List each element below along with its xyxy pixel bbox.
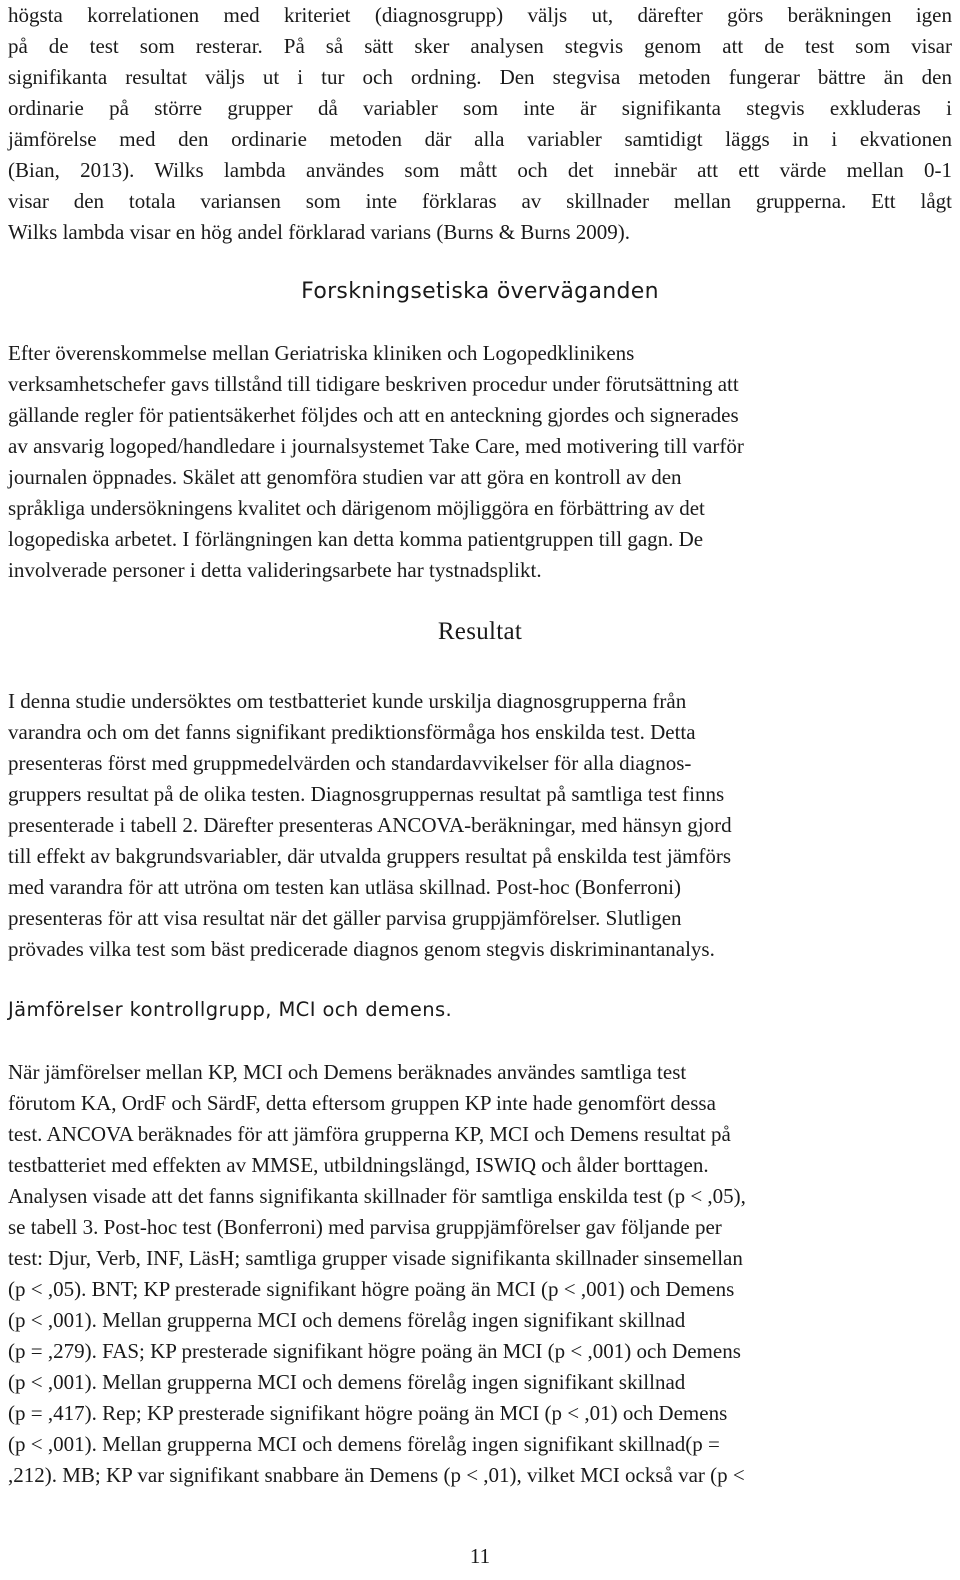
text-line: verksamhetschefer gavs tillstånd till tidigare beskriven procedur under förutsättning att bbox=[8, 372, 739, 396]
text-line: presenteras först med gruppmedelvärden och standardavvikelser för alla diagnos- bbox=[8, 751, 692, 775]
text-line: signifikanta resultat väljs ut i tur och ordning. Den stegvisa metoden fungerar bättre än den bbox=[8, 65, 952, 89]
text-line: presenteras för att visa resultat när det gäller parvisa gruppjämförelser. Slutligen bbox=[8, 906, 682, 930]
text-line: testbatteriet med effekten av MMSE, utbildningslängd, ISWIQ och ålder borttagen. bbox=[8, 1153, 709, 1177]
text-line: (p < ,001). Mellan grupperna MCI och demens förelåg ingen signifikant skillnad(p = bbox=[8, 1432, 720, 1456]
text-line: journalen öppnades. Skälet att genomföra studien var att göra en kontroll av den bbox=[8, 465, 682, 489]
text-line: ordinarie på större grupper då variabler som inte är signifikanta stegvis exkluderas i bbox=[8, 96, 952, 120]
text-line: I denna studie undersöktes om testbatteriet kunde urskilja diagnosgrupperna från bbox=[8, 689, 687, 713]
text-line: Wilks lambda visar en hög andel förklarad varians (Burns & Burns 2009). bbox=[8, 220, 631, 244]
text-line: involverade personer i detta valideringsarbete har tystnadsplikt. bbox=[8, 558, 542, 582]
text-line: Analysen visade att det fanns signifikanta skillnader för samtliga enskilda test (p < ,05), bbox=[8, 1184, 746, 1208]
text-line: till effekt av bakgrundsvariabler, där utvalda gruppers resultat på enskilda test jämförs bbox=[8, 844, 732, 868]
text-line: (Bian, 2013). Wilks lambda användes som mått och det innebär att ett värde mellan 0-1 bbox=[8, 158, 952, 182]
text-line: med varandra för att utröna om testen kan utläsa skillnad. Post-hoc (Bonferroni) bbox=[8, 875, 681, 899]
subsection-heading-comparisons: Jämförelser kontrollgrupp, MCI och demens. bbox=[8, 998, 453, 1021]
text-line: (p < ,001). Mellan grupperna MCI och demens förelåg ingen signifikant skillnad bbox=[8, 1308, 686, 1332]
text-line: gruppers resultat på de olika testen. Diagnosgruppernas resultat på samtliga test finns bbox=[8, 782, 725, 806]
text-line: förutom KA, OrdF och SärdF, detta eftersom gruppen KP inte hade genomfört dessa bbox=[8, 1091, 716, 1115]
text-line: När jämförelser mellan KP, MCI och Demens beräknades användes samtliga test bbox=[8, 1060, 687, 1084]
text-line: (p = ,417). Rep; KP presterade signifikant högre poäng än MCI (p < ,01) och Demens bbox=[8, 1401, 728, 1425]
document-page bbox=[8, 0, 952, 1580]
text-line: (p = ,279). FAS; KP presterade signifikant högre poäng än MCI (p < ,001) och Demens bbox=[8, 1339, 741, 1363]
text-line: visar den totala variansen som inte förklaras av skillnader mellan grupperna. Ett lågt bbox=[8, 189, 952, 213]
section-heading-ethics: Forskningsetiska överväganden bbox=[301, 279, 659, 304]
text-line: av ansvarig logoped/handledare i journalsystemet Take Care, med motivering till varför bbox=[8, 434, 744, 458]
text-line: (p < ,05). BNT; KP presterade signifikant högre poäng än MCI (p < ,001) och Demens bbox=[8, 1277, 735, 1301]
text-line: på de test som resterar. På så sätt sker analysen stegvis genom att de test som visar bbox=[8, 34, 952, 58]
text-line: presenterade i tabell 2. Därefter presenteras ANCOVA-beräkningar, med hänsyn gjord bbox=[8, 813, 732, 837]
text-line: ,212). MB; KP var signifikant snabbare än Demens (p < ,01), vilket MCI också var (p < bbox=[8, 1463, 745, 1487]
text-line: gällande regler för patientsäkerhet följdes och att en anteckning gjordes och signerades bbox=[8, 403, 739, 427]
text-line: logopediska arbetet. I förlängningen kan detta komma patientgruppen till gagn. De bbox=[8, 527, 704, 551]
text-line: språkliga undersökningens kvalitet och därigenom möjliggöra en förbättring av det bbox=[8, 496, 705, 520]
text-line: test: Djur, Verb, INF, LäsH; samtliga grupper visade signifikanta skillnader sinsemellan bbox=[8, 1246, 743, 1270]
text-line: (p < ,001). Mellan grupperna MCI och demens förelåg ingen signifikant skillnad bbox=[8, 1370, 686, 1394]
section-heading-results: Resultat bbox=[437, 618, 523, 645]
text-line: jämförelse med den ordinarie metoden där alla variabler samtidigt läggs in i ekvationen bbox=[8, 127, 952, 151]
text-line: högsta korrelationen med kriteriet (diagnosgrupp) väljs ut, därefter görs beräkningen igen bbox=[8, 3, 952, 27]
text-line: Efter överenskommelse mellan Geriatriska kliniken och Logopedklinikens bbox=[8, 341, 635, 365]
text-line: prövades vilka test som bäst predicerade diagnos genom stegvis diskriminantanalys. bbox=[8, 937, 715, 961]
text-line: se tabell 3. Post-hoc test (Bonferroni) med parvisa gruppjämförelser gav följande per bbox=[8, 1215, 722, 1239]
page-number: 11 bbox=[469, 1544, 491, 1568]
text-line: test. ANCOVA beräknades för att jämföra grupperna KP, MCI och Demens resultat på bbox=[8, 1122, 731, 1146]
text-line: varandra och om det fanns signifikant prediktionsförmåga hos enskilda test. Detta bbox=[8, 720, 696, 744]
